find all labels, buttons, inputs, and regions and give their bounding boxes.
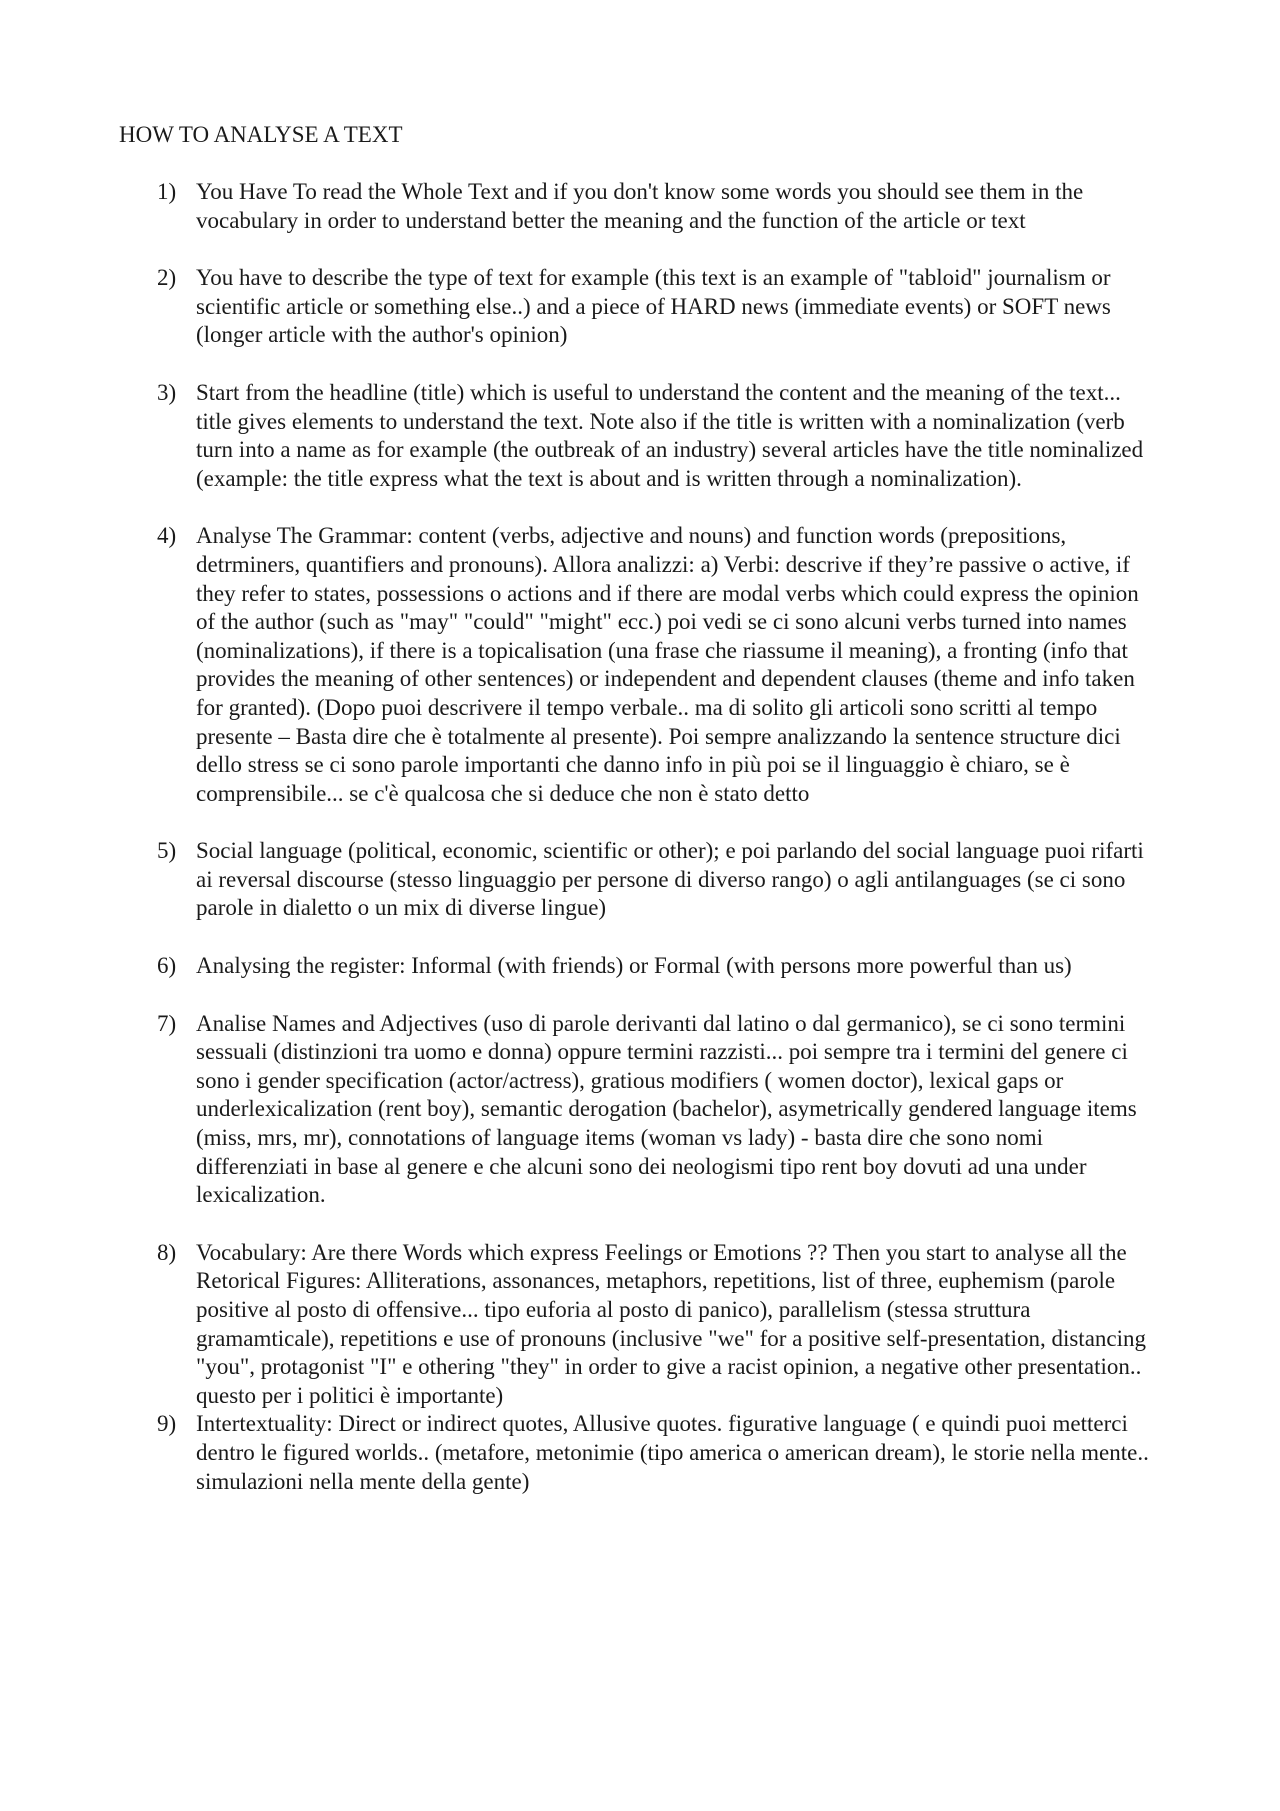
list-item-number: 3) — [157, 379, 177, 405]
list-item — [0, 264, 1156, 350]
list-item-number: 9) — [157, 1411, 177, 1437]
list-item — [0, 379, 1156, 493]
analysis-steps-list — [0, 178, 1280, 1525]
list-item-text: Social language (political, economic, scientific or other); e poi parlando del social language puoi rifarti ai reversal discourse (stesso linguaggio per persone di diverso rango) o agli antilanguages (se ci sono parole in dialetto o un mix di diverse lingue) — [196, 838, 1144, 921]
document-title: HOW TO ANALYSE A TEXT — [119, 122, 403, 147]
list-item-text: Intertextuality: Direct or indirect quotes, Allusive quotes. figurative language ( e quindi puoi metterci dentro le figured worlds.. (metafore, metonimie (tipo america o american dream), le storie nella mente.. simulazioni nella mente della gente) — [196, 1411, 1149, 1494]
list-item — [0, 837, 1156, 923]
list-item-number: 2) — [157, 265, 177, 291]
list-item-text: Start from the headline (title) which is useful to understand the content and the meaning of the text... title gives elements to understand the text. Note also if the title is written with a nominalization (verb turn into a name as for example (the outbreak of an industry) several articles have the title nominalized (example: the title express what the text is about and is written through a nominalization). — [196, 379, 1144, 491]
list-item-number: 1) — [157, 179, 177, 204]
list-item — [0, 522, 1156, 808]
list-item-text: Vocabulary: Are there Words which express Feelings or Emotions ?? Then you start to analyse all the Retorical Figures: Alliterations, assonances, metaphors, repetitions, list of three, euphemism (parole positive al posto di offensive... tipo euforia al posto di panico), parallelism (stessa struttura gramamticale), repetitions e use of pronouns (inclusive "we" for a positive self-presentation, distancing "you", protagonist "I" e othering "they" in order to give a racist opinion, a negative other presentation.. questo per i politici è importante) — [196, 1239, 1146, 1408]
list-item — [0, 1010, 1156, 1210]
list-item-text: Analise Names and Adjectives (uso di parole derivanti dal latino o dal germanico), se ci sono termini sessuali (distinzioni tra uomo e donna) oppure termini razzisti... poi sempre tra i termini del genere ci sono i gender specification (actor/actress), gratious modifiers ( women doctor), lexical gaps or underlexicalization (rent boy), semantic derogation (bachelor), asymetrically gendered language items (miss, mrs, mr), connotations of language items (woman vs lady) - basta dire che sono nomi differenziati in base al genere e che alcuni sono dei neologismi tipo rent boy dovuti ad una under lexicalization. — [196, 1010, 1137, 1208]
list-item-text: You have to describe the type of text for example (this text is an example of "tabloid" journalism or scientific article or something else..) and a piece of HARD news (immediate events) or SOFT news (longer article with the author's opinion) — [196, 265, 1111, 348]
list-item — [0, 952, 1156, 981]
list-item — [0, 178, 1156, 235]
list-item-number: 6) — [157, 953, 177, 979]
list-item-text: Analysing the register: Informal (with friends) or Formal (with persons more powerful than us) — [196, 953, 1072, 979]
list-item-number: 4) — [157, 523, 177, 549]
list-item — [0, 1239, 1156, 1411]
list-item-text: Analyse The Grammar: content (verbs, adjective and nouns) and function words (prepositions, detrminers, quantifiers and pronouns). Allora analizzi: a) Verbi: descrive if they’re passive o active, if they refer to states, possessions o actions and if there are modal verbs which could express the opinion of the author (such as "may" "could" "might" ecc.) poi vedi se ci sono alcuni verbs turned into names (nominalizations), if there is a topicalisation (una frase che riassume il meaning), a fronting (info that provides the meaning of other sentences) or independent and dependent clauses (theme and info taken for granted). (Dopo puoi descrivere il tempo verbale.. ma di solito gli articoli sono scritti al tempo presente – Basta dire che è totalmente al presente). Poi sempre analizzando la sentence structure dici dello stress se ci sono parole importanti che danno info in più poi se il linguaggio è chiaro, se è comprensibile... se c'è qualcosa che si deduce che non è stato detto — [196, 523, 1139, 806]
list-item-number: 8) — [157, 1239, 177, 1265]
list-item-number: 5) — [157, 838, 177, 864]
list-item-text: You Have To read the Whole Text and if you don't know some words you should see them in the vocabulary in order to understand better the meaning and the function of the article or text — [196, 179, 1084, 233]
list-item-number: 7) — [157, 1010, 177, 1036]
list-item — [0, 1410, 1156, 1496]
